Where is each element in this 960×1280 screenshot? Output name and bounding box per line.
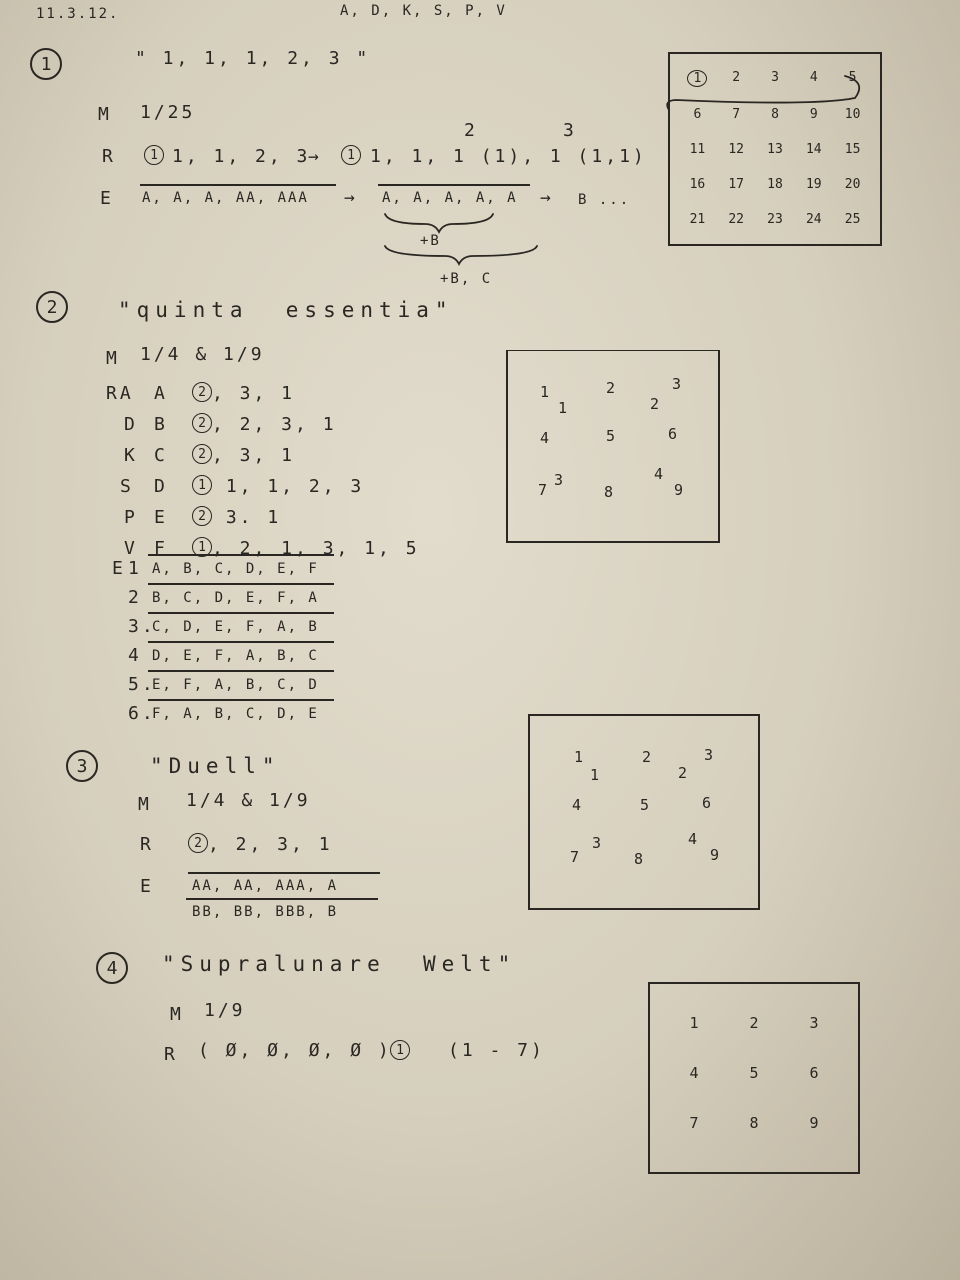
- s2-m-value: 1/4 & 1/9: [140, 344, 265, 365]
- cell: 25: [844, 212, 861, 227]
- section-4-number: 4: [96, 952, 128, 984]
- s1-r-label: R: [102, 146, 116, 167]
- s4-r-sequence: ( Ø, Ø, Ø, Ø ): [198, 1040, 392, 1061]
- overline: [148, 670, 334, 672]
- cell: 3: [554, 471, 564, 489]
- cell: 7: [538, 481, 548, 499]
- list-item: [112, 670, 352, 696]
- cell: 7: [570, 848, 580, 866]
- row-circled: 2: [192, 382, 212, 402]
- e-label: E: [112, 558, 126, 579]
- grid-3x3-box: [506, 350, 720, 543]
- list-item: [112, 612, 352, 638]
- section-3-number: 3: [66, 750, 98, 782]
- e-index: 3.: [128, 616, 156, 637]
- overline: [148, 641, 334, 643]
- cell: 10: [844, 107, 861, 122]
- row-seq: , 2, 3, 1: [212, 414, 337, 435]
- cell: 6: [702, 794, 712, 812]
- cell: 12: [728, 142, 745, 157]
- row-key: K: [124, 445, 138, 466]
- cell: 9: [710, 846, 720, 864]
- s3-e-line-2: BB, BB, BBB, B: [192, 904, 339, 920]
- cell: 15: [844, 142, 861, 157]
- cell: 21: [689, 212, 706, 227]
- row-letter: D: [154, 476, 168, 497]
- cell: 5: [606, 427, 616, 445]
- overline: [148, 699, 334, 701]
- s3-e-label: E: [140, 876, 154, 897]
- list-item: [112, 554, 352, 580]
- row-circled: 1: [192, 537, 212, 557]
- row-letter: A: [154, 383, 168, 404]
- cell: 23: [767, 212, 783, 227]
- cell: 3: [809, 1014, 819, 1032]
- cell: 20: [844, 177, 861, 192]
- row-letter: F: [154, 538, 168, 559]
- s3-e-line-1: AA, AA, AAA, A: [192, 878, 339, 894]
- overline: [188, 872, 380, 874]
- s1-e-seq2: A, A, A, A, A: [382, 190, 518, 206]
- cell: 9: [809, 107, 818, 122]
- e-sequence: C, D, E, F, A, B: [152, 619, 319, 635]
- cell: 3: [672, 375, 682, 393]
- date: 11.3.12.: [36, 6, 120, 22]
- cell: 1: [590, 766, 600, 784]
- row-letter: B: [154, 414, 168, 435]
- cell: 8: [771, 107, 779, 122]
- cell: 6: [693, 107, 702, 122]
- s2-role-list: [106, 380, 420, 559]
- cell: 8: [634, 850, 644, 868]
- s1-superscript-2: 2: [464, 120, 478, 141]
- s1-r-circled-2: 1: [341, 145, 361, 165]
- cell: 7: [689, 1114, 699, 1132]
- row-seq: 1, 1, 2, 3: [212, 476, 365, 497]
- row-key: D: [124, 414, 138, 435]
- cell: 4: [540, 429, 550, 447]
- cell: 5: [749, 1064, 759, 1082]
- section-4-title: "Supralunare Welt": [162, 952, 517, 976]
- section-2-number: 2: [36, 291, 68, 323]
- e-sequence: A, B, C, D, E, F: [152, 561, 319, 577]
- list-item: [106, 411, 406, 435]
- row-circled: 1: [192, 475, 212, 495]
- list-item: [112, 699, 352, 725]
- s1-e-tail: B ...: [578, 192, 631, 208]
- cell: 2: [732, 70, 741, 85]
- cell: 5: [848, 70, 857, 85]
- s4-r-label: R: [164, 1044, 178, 1065]
- row-letter: C: [154, 445, 168, 466]
- overline: [148, 612, 334, 614]
- s1-m-label: M: [98, 104, 112, 125]
- section-2-title: "quinta essentia": [118, 298, 454, 322]
- cell: 18: [767, 177, 783, 192]
- cell: 1: [689, 1014, 699, 1032]
- e-index: 1: [128, 558, 142, 579]
- s1-e-arrow-2: →: [540, 187, 554, 208]
- e-index: 6.: [128, 703, 156, 724]
- row-key: RA: [106, 383, 134, 404]
- cell: 2: [642, 748, 652, 766]
- cell: 1: [687, 70, 707, 87]
- s3-m-label: M: [138, 794, 152, 815]
- s2-e-list: [112, 554, 352, 725]
- s1-m-value: 1/25: [140, 102, 196, 123]
- s4-m-label: M: [170, 1004, 184, 1025]
- cell: 9: [674, 481, 684, 499]
- e-index: 5.: [128, 674, 156, 695]
- cell: 1: [558, 399, 568, 417]
- cell: 11: [689, 142, 706, 157]
- cell: 4: [809, 70, 818, 85]
- s3-r-circled: 2: [188, 833, 208, 853]
- s1-r-sequence: 1, 1, 2, 3: [172, 146, 311, 167]
- cell: 4: [689, 1064, 699, 1082]
- grid-3x3-box: [528, 714, 760, 910]
- brace-plus-b: [385, 214, 493, 232]
- s1-r-arrow: →: [308, 146, 322, 167]
- cell: 22: [728, 212, 745, 227]
- overline: [186, 898, 378, 900]
- cell: 4: [654, 465, 664, 483]
- overline: [140, 184, 336, 186]
- cell: 17: [728, 177, 745, 192]
- list-item: [112, 583, 352, 609]
- cell: 19: [805, 177, 822, 192]
- cell: 4: [572, 796, 582, 814]
- cell: 6: [668, 425, 678, 443]
- cell: 4: [688, 830, 698, 848]
- cell: 5: [640, 796, 650, 814]
- overline: [378, 184, 530, 186]
- row-key: V: [124, 538, 138, 559]
- cell: 1: [540, 383, 550, 401]
- list-item: [106, 380, 406, 404]
- cell: 3: [771, 70, 779, 85]
- row-key: P: [124, 507, 138, 528]
- cell: 16: [689, 177, 706, 192]
- row-seq: , 3, 1: [212, 383, 296, 404]
- cell: 14: [805, 142, 822, 157]
- overline: [148, 554, 334, 556]
- cell: 6: [809, 1064, 819, 1082]
- row-circled: 2: [192, 506, 212, 526]
- brace-plus-bc: [385, 246, 537, 264]
- e-index: 4: [128, 645, 142, 666]
- section-1-title: " 1, 1, 1, 2, 3 ": [135, 48, 371, 69]
- grid-3x3-box: [648, 982, 860, 1174]
- s3-m-value: 1/4 & 1/9: [186, 790, 311, 811]
- e-sequence: F, A, B, C, D, E: [152, 706, 319, 722]
- s4-r-range: (1 - 7): [448, 1040, 545, 1061]
- s1-e-label: E: [100, 188, 114, 209]
- list-item: [112, 641, 352, 667]
- cell: 2: [678, 764, 688, 782]
- cell: 9: [809, 1114, 819, 1132]
- cell: 24: [805, 212, 822, 227]
- s1-r-circled: 1: [144, 145, 164, 165]
- cell: 2: [749, 1014, 759, 1032]
- cell: 7: [732, 107, 741, 122]
- cell: 3: [592, 834, 602, 852]
- s3-r-sequence: , 2, 3, 1: [208, 834, 333, 855]
- list-item: [106, 473, 406, 497]
- s1-brace-label-1: +B: [420, 233, 441, 249]
- s1-e-arrow: →: [344, 187, 358, 208]
- list-item: [106, 504, 406, 528]
- list-item: [106, 442, 406, 466]
- section-1-number: 1: [30, 48, 62, 80]
- s4-m-value: 1/9: [204, 1000, 246, 1021]
- s1-e-seq1: A, A, A, AA, AAA: [142, 190, 309, 206]
- e-sequence: D, E, F, A, B, C: [152, 648, 319, 664]
- row-seq: 3. 1: [212, 507, 282, 528]
- s1-brace-label-2: +B, C: [440, 271, 493, 287]
- e-index: 2: [128, 587, 142, 608]
- cell: 8: [749, 1114, 759, 1132]
- cell: 8: [604, 483, 614, 501]
- overline: [148, 583, 334, 585]
- cell: 2: [606, 379, 616, 397]
- row-seq: , 2, 1, 3, 1, 5: [212, 538, 420, 559]
- row-circled: 2: [192, 444, 212, 464]
- cell: 3: [704, 746, 714, 764]
- grid-5x5: [678, 70, 872, 227]
- row-letter: E: [154, 507, 168, 528]
- row-key: S: [120, 476, 134, 497]
- s1-r-result: 1, 1, 1 (1), 1 (1,1): [370, 146, 647, 167]
- grid-5x5-box: [668, 52, 882, 246]
- e-sequence: E, F, A, B, C, D: [152, 677, 319, 693]
- s2-m-label: M: [106, 348, 120, 369]
- s1-superscript-3: 3: [563, 120, 577, 141]
- row-seq: , 3, 1: [212, 445, 296, 466]
- e-sequence: B, C, D, E, F, A: [152, 590, 319, 606]
- section-3-title: "Duell": [150, 754, 281, 778]
- initials: A, D, K, S, P, V: [340, 3, 507, 19]
- s4-r-circled: 1: [390, 1040, 410, 1060]
- cell: 2: [650, 395, 660, 413]
- grid-3x3: [664, 1014, 844, 1132]
- row-circled: 2: [192, 413, 212, 433]
- s3-r-label: R: [140, 834, 154, 855]
- cell: 13: [767, 142, 783, 157]
- cell: 1: [574, 748, 584, 766]
